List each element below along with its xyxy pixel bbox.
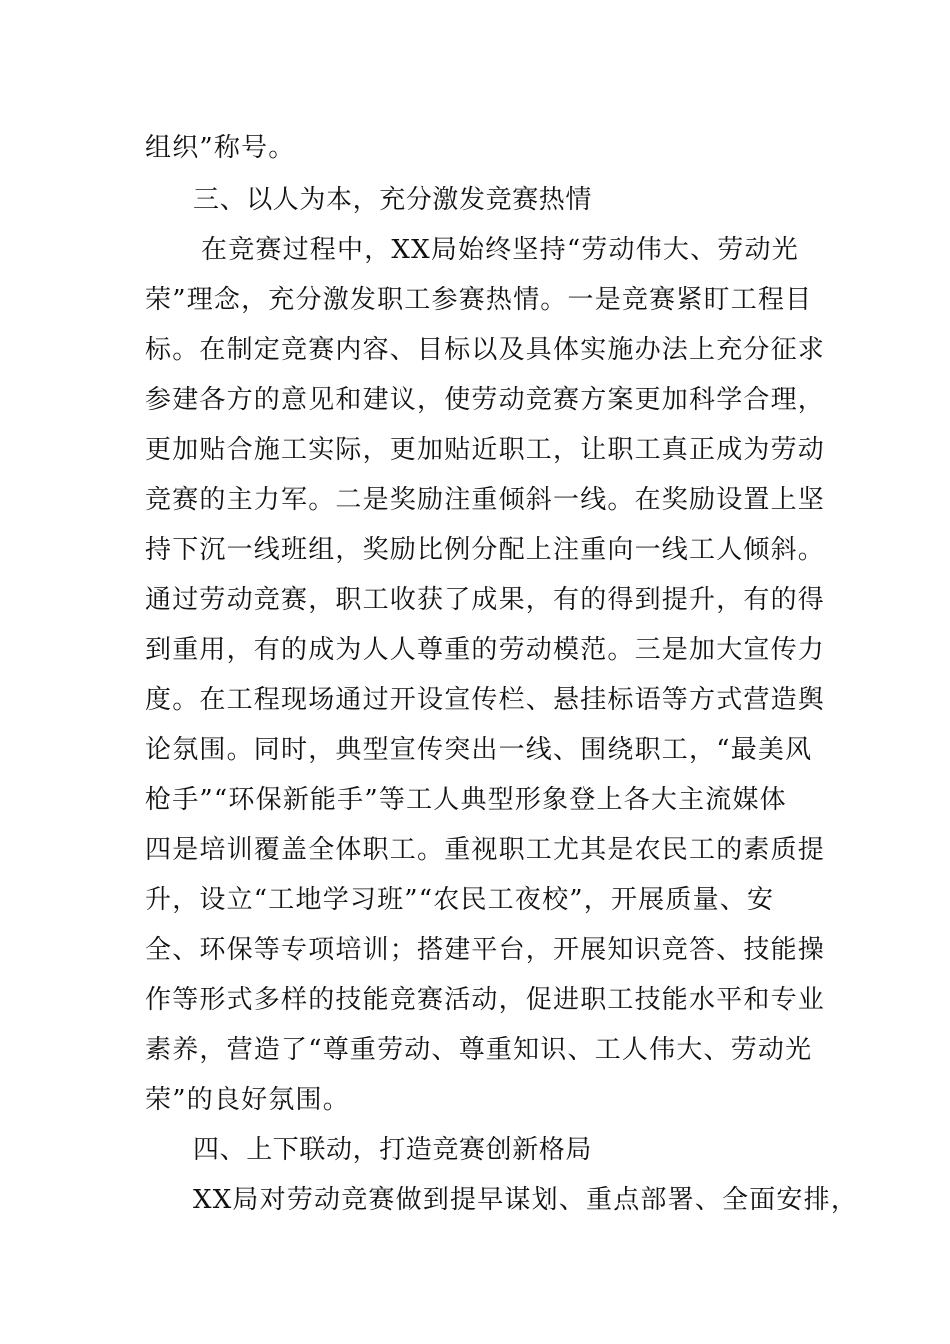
- paragraph-line: 四是培训覆盖全体职工。重视职工尤其是农民工的素质提: [145, 835, 826, 865]
- paragraph-line: 标。在制定竞赛内容、目标以及具体实施办法上充分征求: [145, 335, 826, 365]
- paragraph-line: 持下沉一线班组，奖励比例分配上注重向一线工人倾斜。: [145, 535, 826, 565]
- paragraph-line: 到重用，有的成为人人尊重的劳动模范。三是加大宣传力: [145, 635, 826, 665]
- paragraph-line: 组织”称号。: [145, 133, 296, 163]
- paragraph-line: 枪手”“环保新能手”等工人典型形象登上各大主流媒体: [145, 785, 787, 815]
- paragraph-line: 作等形式多样的技能竞赛活动，促进职工技能水平和专业: [145, 985, 826, 1015]
- paragraph-line: 全、环保等专项培训；搭建平台，开展知识竞答、技能操: [145, 935, 826, 965]
- paragraph-line: 升，设立“工地学习班”“农民工夜校”，开展质量、安: [145, 885, 775, 915]
- paragraph-line: 素养，营造了“尊重劳动、尊重知识、工人伟大、劳动光: [145, 1035, 813, 1065]
- paragraph-line: XX局对劳动竞赛做到提早谋划、重点部署、全面安排，: [193, 1185, 859, 1215]
- paragraph-line: 在竞赛过程中，XX局始终坚持“劳动伟大、劳动光: [201, 235, 799, 265]
- paragraph-line: 荣”理念，充分激发职工参赛热情。一是竞赛紧盯工程目: [145, 285, 813, 315]
- paragraph-line: 更加贴合施工实际，更加贴近职工，让职工真正成为劳动: [145, 435, 826, 465]
- paragraph-line: 荣”的良好氛围。: [145, 1085, 350, 1115]
- paragraph-line: 参建各方的意见和建议，使劳动竞赛方案更加科学合理，: [145, 385, 826, 415]
- paragraph-line: 论氛围。同时，典型宣传突出一线、围绕职工，“最美风: [145, 735, 813, 765]
- paragraph-line: 通过劳动竞赛，职工收获了成果，有的得到提升，有的得: [145, 585, 826, 615]
- section-heading: 四、上下联动，打造竞赛创新格局: [193, 1135, 593, 1165]
- paragraph-line: 度。在工程现场通过开设宣传栏、悬挂标语等方式营造舆: [145, 685, 826, 715]
- section-heading: 三、以人为本，充分激发竞赛热情: [193, 185, 593, 215]
- paragraph-line: 竞赛的主力军。二是奖励注重倾斜一线。在奖励设置上坚: [145, 485, 826, 515]
